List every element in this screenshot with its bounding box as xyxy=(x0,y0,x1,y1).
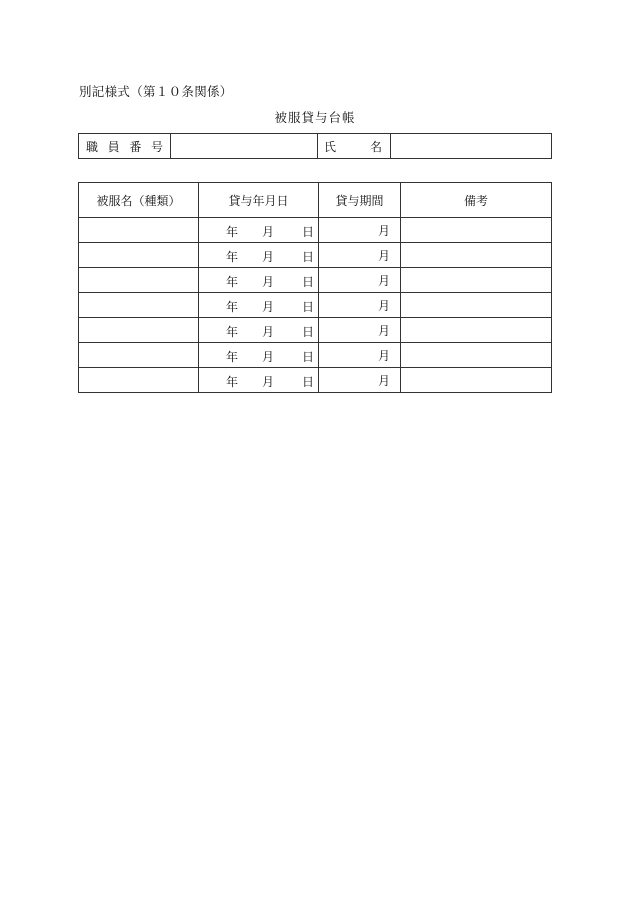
remarks-cell[interactable] xyxy=(401,268,552,293)
loan-period-cell[interactable] xyxy=(319,343,401,368)
year-marker: 年 xyxy=(226,325,239,339)
period-month-marker: 月 xyxy=(377,323,390,338)
header-table xyxy=(78,133,552,159)
year-marker: 年 xyxy=(226,275,239,289)
item-cell[interactable] xyxy=(79,218,199,243)
form-reference: 別記様式（第１０条関係） xyxy=(79,84,233,99)
staff-number-label xyxy=(79,134,171,159)
remarks-cell[interactable] xyxy=(401,293,552,318)
day-marker: 日 xyxy=(302,350,315,364)
loan-period-cell[interactable] xyxy=(319,218,401,243)
item-cell[interactable] xyxy=(79,243,199,268)
name-label-char: 名 xyxy=(369,139,382,154)
header-row xyxy=(79,134,552,159)
remarks-cell[interactable] xyxy=(401,343,552,368)
table-row xyxy=(79,218,552,243)
month-marker: 月 xyxy=(262,375,275,389)
month-marker: 月 xyxy=(262,250,275,264)
loan-date-cell[interactable] xyxy=(199,268,319,293)
ledger-header-row xyxy=(79,183,552,218)
staff-number-label-char: 号 xyxy=(150,139,163,154)
month-marker: 月 xyxy=(262,275,275,289)
day-marker: 日 xyxy=(302,225,315,239)
day-marker: 日 xyxy=(302,325,315,339)
month-marker: 月 xyxy=(262,350,275,364)
month-marker: 月 xyxy=(262,300,275,314)
period-month-marker: 月 xyxy=(377,298,390,313)
item-cell[interactable] xyxy=(79,343,199,368)
item-cell[interactable] xyxy=(79,268,199,293)
loan-period-cell[interactable] xyxy=(319,268,401,293)
ledger-table xyxy=(78,182,552,393)
loan-date-cell[interactable] xyxy=(199,218,319,243)
day-marker: 日 xyxy=(302,275,315,289)
year-marker: 年 xyxy=(226,225,239,239)
loan-date-cell[interactable] xyxy=(199,243,319,268)
column-header-remarks: 備考 xyxy=(401,183,552,218)
year-marker: 年 xyxy=(226,350,239,364)
day-marker: 日 xyxy=(302,300,315,314)
year-marker: 年 xyxy=(226,300,239,314)
column-header-loan-date: 貸与年月日 xyxy=(199,183,319,218)
item-cell[interactable] xyxy=(79,318,199,343)
remarks-cell[interactable] xyxy=(401,218,552,243)
loan-period-cell[interactable] xyxy=(319,368,401,393)
staff-number-field[interactable] xyxy=(171,134,318,159)
remarks-cell[interactable] xyxy=(401,243,552,268)
loan-period-cell[interactable] xyxy=(319,293,401,318)
staff-number-label-char: 員 xyxy=(107,139,120,154)
column-header-loan-period: 貸与期間 xyxy=(319,183,401,218)
period-month-marker: 月 xyxy=(377,273,390,288)
month-marker: 月 xyxy=(262,325,275,339)
column-header-item: 被服名（種類） xyxy=(79,183,199,218)
remarks-cell[interactable] xyxy=(401,318,552,343)
loan-period-cell[interactable] xyxy=(319,318,401,343)
table-row xyxy=(79,343,552,368)
name-field[interactable] xyxy=(391,134,552,159)
document-title: 被服貸与台帳 xyxy=(274,110,356,125)
period-month-marker: 月 xyxy=(377,223,390,238)
table-row xyxy=(79,243,552,268)
name-label xyxy=(318,134,391,159)
remarks-cell[interactable] xyxy=(401,368,552,393)
year-marker: 年 xyxy=(226,250,239,264)
table-row xyxy=(79,368,552,393)
period-month-marker: 月 xyxy=(377,248,390,263)
loan-date-cell[interactable] xyxy=(199,343,319,368)
name-label-char: 氏 xyxy=(324,139,337,154)
table-row xyxy=(79,268,552,293)
period-month-marker: 月 xyxy=(377,373,390,388)
table-row xyxy=(79,318,552,343)
staff-number-label-char: 番 xyxy=(129,139,142,154)
day-marker: 日 xyxy=(302,375,315,389)
period-month-marker: 月 xyxy=(377,348,390,363)
loan-date-cell[interactable] xyxy=(199,293,319,318)
table-row xyxy=(79,293,552,318)
month-marker: 月 xyxy=(262,225,275,239)
year-marker: 年 xyxy=(226,375,239,389)
loan-period-cell[interactable] xyxy=(319,243,401,268)
day-marker: 日 xyxy=(302,250,315,264)
loan-date-cell[interactable] xyxy=(199,318,319,343)
item-cell[interactable] xyxy=(79,368,199,393)
staff-number-label-char: 職 xyxy=(86,139,99,154)
loan-date-cell[interactable] xyxy=(199,368,319,393)
item-cell[interactable] xyxy=(79,293,199,318)
